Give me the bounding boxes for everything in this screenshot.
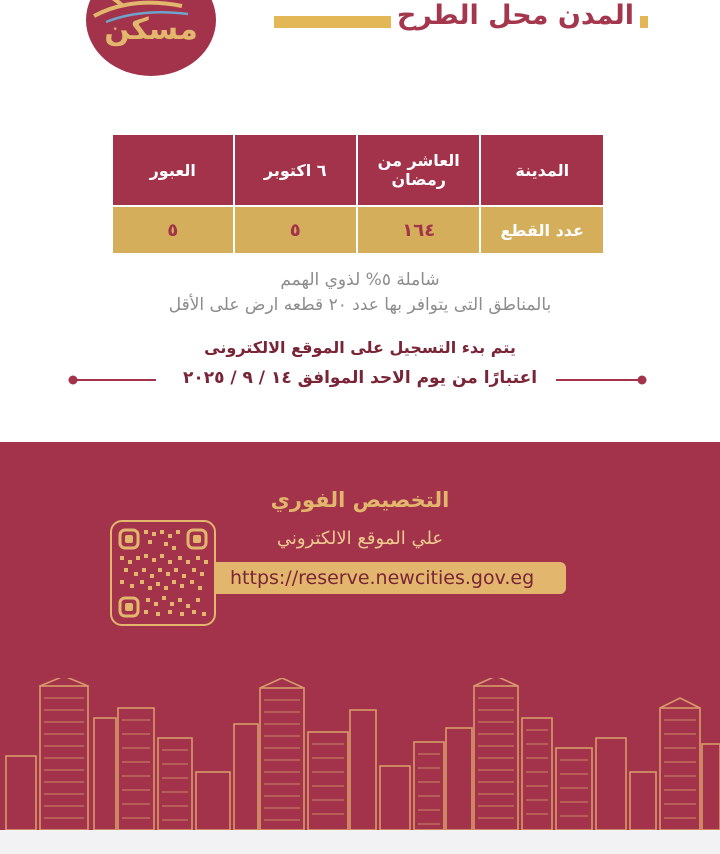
table-header-10th-ramadan: العاشر من رمضان (357, 134, 481, 206)
cities-table (111, 133, 605, 255)
page-title: المدن محل الطرح (391, 0, 640, 36)
table-header-row (112, 134, 604, 206)
table-row (112, 206, 604, 254)
allocation-section (0, 442, 720, 830)
cell-6-october: ٥ (234, 206, 357, 254)
note-disabled-share: شاملة ٥% لذوي الهمم (280, 270, 440, 290)
cell-10th-ramadan: ١٦٤ (357, 206, 481, 254)
website-url[interactable]: https://reserve.newcities.gov.eg (214, 562, 566, 594)
logo-text: مسكن (104, 12, 198, 47)
masaken-logo (86, 0, 216, 76)
bottom-strip (0, 830, 720, 854)
decorative-line-right-icon (556, 375, 648, 385)
allocation-title: التخصيص الفوري (270, 488, 450, 512)
note-minimum-plots: بالمناطق التى يتوافر بها عدد ٢٠ قطعه ارض على الأقل (168, 295, 552, 315)
qr-code-icon[interactable] (110, 520, 216, 626)
registration-text: يتم بدء التسجيل على الموقع الالكترونى (204, 338, 516, 357)
row-label-plots: عدد القطع (480, 206, 604, 254)
table-header-city: المدينة (480, 134, 604, 206)
city-skyline-illustration (0, 678, 720, 830)
cell-obour: ٥ (112, 206, 234, 254)
allocation-subtitle: علي الموقع الالكتروني (276, 528, 444, 549)
table-header-6-october: ٦ اكتوبر (234, 134, 357, 206)
table-header-obour: العبور (112, 134, 234, 206)
start-date-text: اعتبارًا من يوم الاحد الموافق ١٤ / ٩ / ٢٠٢٥ (182, 368, 538, 388)
